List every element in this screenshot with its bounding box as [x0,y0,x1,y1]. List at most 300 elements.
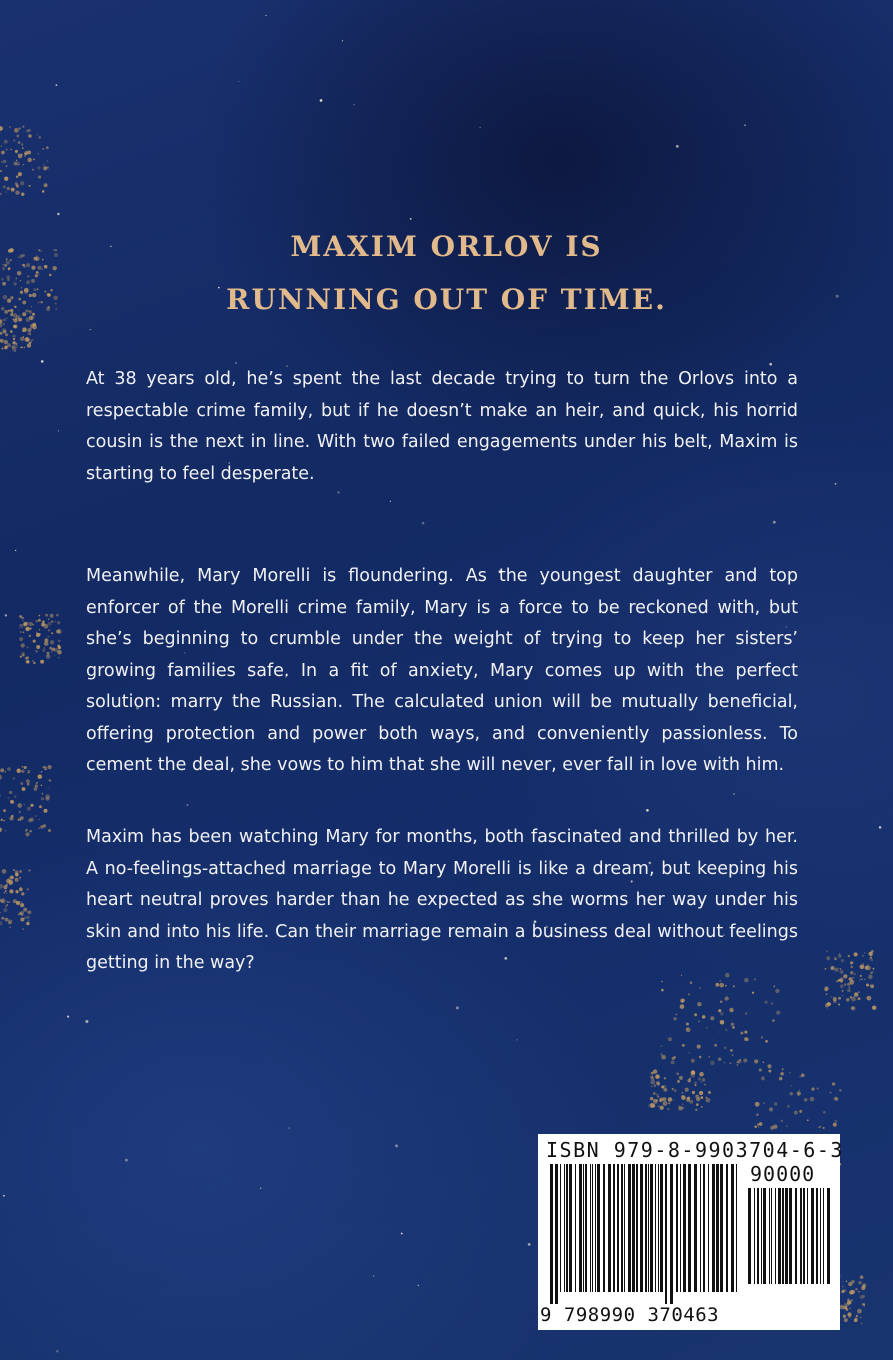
glitter-speck [20,901,22,903]
glitter-speck [27,888,29,890]
glitter-speck [16,184,19,187]
glitter-speck [702,1015,706,1019]
glitter-speck [759,1068,762,1071]
glitter-speck [698,1077,701,1080]
glitter-speck [13,869,15,871]
glitter-speck [19,128,21,130]
glitter-speck [720,1000,723,1003]
star-speck [320,99,323,102]
barcode-bar [665,1164,667,1304]
glitter-speck [32,624,34,626]
glitter-speck [28,818,32,822]
star-speck [646,809,649,812]
glitter-speck [18,154,22,158]
glitter-speck [838,954,842,958]
star-speck [58,430,59,431]
glitter-speck [39,805,42,808]
glitter-speck [730,1049,733,1052]
glitter-speck [15,161,19,165]
glitter-speck [844,983,846,985]
glitter-speck [44,767,47,770]
glitter-speck [0,828,2,833]
glitter-speck [849,1290,853,1294]
glitter-speck [804,1098,808,1102]
glitter-speck [6,275,10,279]
glitter-speck [839,970,843,974]
glitter-speck [23,164,25,166]
barcode-bar [658,1164,659,1292]
glitter-speck [697,1002,702,1007]
glitter-speck [38,827,40,829]
glitter-speck [16,769,20,773]
glitter-speck [857,997,860,1000]
glitter-speck [42,793,44,795]
glitter-speck [842,990,844,992]
glitter-speck [860,1317,862,1319]
star-speck [733,793,735,795]
glitter-speck [20,337,25,342]
glitter-speck [682,1107,685,1110]
glitter-speck [688,993,690,995]
glitter-speck [21,769,25,773]
glitter-speck [839,1089,842,1092]
glitter-speck [833,1097,837,1101]
glitter-speck [789,1072,791,1074]
star-speck [373,1275,374,1276]
glitter-speck [699,1056,702,1059]
barcode-bar [823,1188,824,1284]
barcode-bar [761,1188,762,1284]
glitter-speck [20,903,24,907]
glitter-speck [672,1088,674,1090]
glitter-speck [0,884,3,889]
glitter-speck [719,1031,720,1032]
glitter-speck [682,1103,684,1105]
glitter-speck [698,1021,699,1022]
glitter-speck [14,795,17,798]
barcode-bar [660,1164,663,1292]
glitter-speck [687,1079,691,1083]
barcode-bar [757,1188,759,1284]
glitter-speck [8,901,10,903]
glitter-speck [653,1099,658,1104]
glitter-speck [15,870,19,874]
blurb-paragraph-1: At 38 years old, he’s spent the last decade trying to turn the Orlovs into a respectable crime family, but if he doesn’t make an heir, and quick, his horrid cousin is the next in line. With two failed engagements under his belt, Maxim is starting to feel desperate. [86,369,798,484]
star-speck [354,104,355,105]
barcode-bar [820,1188,821,1284]
barcode-bar [778,1188,781,1284]
glitter-speck [854,1318,858,1322]
glitter-speck [739,1059,741,1061]
glitter-speck [32,169,34,171]
glitter-speck [0,912,1,913]
glitter-speck [24,625,26,627]
glitter-speck [29,316,34,321]
glitter-speck [838,997,841,1000]
glitter-speck [667,1108,669,1110]
glitter-speck [37,134,39,136]
glitter-speck [862,1284,866,1288]
glitter-speck [7,343,11,347]
barcode-bar [670,1164,673,1304]
glitter-speck [754,1059,758,1063]
glitter-speck [27,770,30,773]
glitter-speck [704,1084,706,1086]
glitter-speck [720,1020,725,1025]
barcode-bar [782,1188,784,1284]
glitter-speck [15,278,16,279]
barcode-bar [688,1164,691,1292]
glitter-speck [30,830,32,832]
glitter-speck [31,339,33,341]
glitter-speck [5,191,6,192]
barcode-bar [803,1188,805,1284]
barcode-bar [736,1164,737,1292]
glitter-speck [33,662,36,665]
glitter-speck [2,264,4,266]
glitter-speck [661,981,663,983]
glitter-speck [696,1097,700,1101]
glitter-speck [775,989,779,993]
glitter-speck [24,155,26,157]
glitter-speck [5,830,7,832]
glitter-speck [47,160,48,161]
glitter-speck [668,1097,672,1101]
glitter-speck [772,1019,775,1022]
glitter-speck [16,135,19,138]
glitter-speck [13,325,16,328]
glitter-speck [23,265,26,268]
glitter-speck [826,993,828,995]
glitter-speck [8,921,11,924]
glitter-speck [9,927,11,929]
glitter-speck [756,1114,758,1116]
glitter-speck [843,1315,846,1318]
glitter-speck [858,991,860,993]
glitter-speck [685,1088,689,1092]
glitter-speck [763,1102,764,1103]
glitter-speck [18,914,20,916]
glitter-speck [680,1004,685,1009]
glitter-speck [720,1012,724,1016]
glitter-speck [29,628,31,630]
glitter-speck [761,1037,763,1039]
glitter-speck [776,1011,780,1015]
barcode-bar [726,1164,728,1292]
barcode-bar [632,1164,635,1292]
glitter-speck [731,1022,735,1026]
glitter-speck [660,1106,664,1110]
star-speck [15,550,16,551]
glitter-speck [825,1004,829,1008]
barcode-bar [683,1164,686,1292]
star-speck [186,804,188,806]
glitter-speck [19,817,21,819]
glitter-speck [12,777,15,780]
glitter-speck [23,908,27,912]
glitter-speck [9,889,13,893]
glitter-speck [846,1280,847,1281]
glitter-speck [21,617,24,620]
glitter-speck [51,632,53,634]
glitter-speck [765,1040,768,1043]
glitter-speck [15,343,17,345]
glitter-speck [19,870,22,873]
glitter-speck [38,619,41,622]
glitter-speck [714,1044,717,1047]
glitter-speck [47,655,49,657]
glitter-speck [22,620,24,622]
glitter-speck [57,629,62,634]
glitter-speck [823,1111,826,1114]
glitter-speck [686,1022,689,1025]
glitter-speck [21,193,24,196]
glitter-speck [672,1099,674,1101]
glitter-speck [752,992,754,994]
glitter-speck [851,1007,854,1010]
glitter-speck [0,323,2,327]
glitter-speck [653,1069,657,1073]
glitter-speck [41,797,44,800]
glitter-speck [692,1091,695,1094]
glitter-speck [20,655,22,657]
glitter-speck [846,998,850,1002]
glitter-speck [686,1027,691,1032]
star-speck [773,521,776,524]
glitter-speck [25,830,27,832]
blurb-paragraph-3: Maxim has been watching Mary for months, both fascinated and thrilled by her. A no-feelings-attached marriage to Mary Morelli is like a dream, but keeping his heart neutral proves harder than he expected as she worms her way under his skin and into his life. Can their marriage remain a business deal without feelings getting in the way? [86,827,798,973]
glitter-speck [29,333,31,335]
glitter-speck [27,275,30,278]
glitter-speck [58,640,61,643]
glitter-speck [710,1016,714,1020]
glitter-speck [719,980,721,982]
glitter-speck [870,985,872,987]
glitter-speck [769,1107,773,1111]
glitter-speck [851,997,856,1002]
glitter-speck [53,266,57,270]
glitter-speck [25,832,29,836]
glitter-speck [10,884,11,885]
glitter-speck [811,1088,814,1091]
glitter-speck [701,1106,703,1108]
glitter-speck [42,620,45,623]
glitter-speck [10,800,14,804]
glitter-speck [48,618,49,619]
glitter-speck [779,1077,783,1081]
glitter-speck [19,811,21,813]
glitter-speck [833,997,837,1001]
glitter-speck [48,765,52,769]
glitter-speck [43,164,45,166]
glitter-speck [655,1074,660,1079]
glitter-speck [854,992,858,996]
glitter-speck [11,188,15,192]
glitter-speck [25,622,27,624]
glitter-speck [696,1095,698,1097]
glitter-speck [36,645,40,649]
glitter-speck [702,1078,706,1082]
glitter-speck [2,328,7,333]
glitter-speck [654,1084,657,1087]
glitter-speck [859,979,861,981]
glitter-speck [29,185,31,187]
glitter-speck [3,323,5,325]
glitter-speck [15,150,18,153]
glitter-speck [700,1096,703,1099]
glitter-speck [18,141,21,144]
glitter-speck [28,911,32,915]
glitter-speck [5,890,7,892]
glitter-speck [668,1037,672,1041]
glitter-speck [810,1097,815,1102]
glitter-speck [13,335,16,338]
glitter-speck [19,637,23,641]
glitter-speck [24,917,26,919]
glitter-speck [851,1299,854,1302]
glitter-speck [10,330,13,333]
glitter-speck [819,1126,821,1128]
glitter-speck [691,1059,695,1063]
glitter-speck [849,987,851,989]
glitter-speck [839,968,841,970]
star-speck [395,1144,398,1147]
glitter-speck [653,1092,656,1095]
headline-line-2: RUNNING OUT OF TIME. [226,283,667,316]
glitter-speck [39,629,40,630]
glitter-speck [860,1275,864,1279]
star-speck [418,1285,420,1287]
barcode-bar [763,1188,766,1284]
glitter-speck [695,1109,697,1111]
glitter-speck [21,643,25,647]
glitter-speck [0,775,2,779]
price-code: 90000 [750,1162,816,1186]
glitter-speck [5,771,6,772]
barcode-bar [628,1164,631,1292]
barcode-bar [769,1188,770,1284]
glitter-speck [718,1009,721,1012]
glitter-speck [7,767,11,771]
glitter-speck [39,136,41,138]
glitter-speck [1,917,4,920]
glitter-speck [51,620,53,622]
glitter-speck [697,1045,701,1049]
glitter-speck [37,153,39,155]
glitter-speck [44,647,46,649]
star-speck [260,1187,261,1188]
barcode-bar [624,1164,625,1292]
glitter-speck [866,966,871,971]
glitter-speck [21,913,24,916]
glitter-speck [20,280,21,281]
star-speck [41,360,44,363]
glitter-speck [20,782,23,785]
glitter-speck [692,1101,693,1102]
glitter-speck [31,341,32,342]
glitter-speck [0,170,2,172]
glitter-speck [849,1307,851,1309]
addon-barcode-bars [748,1188,832,1322]
glitter-speck [1,899,6,904]
glitter-speck [799,1090,800,1091]
glitter-speck [840,984,844,988]
glitter-speck [681,1092,683,1094]
glitter-speck [26,922,29,925]
glitter-speck [861,978,863,980]
barcode-bar [555,1164,558,1304]
glitter-speck [799,1110,802,1113]
barcode-bar [712,1164,715,1292]
glitter-speck [658,1105,660,1107]
glitter-speck [54,655,56,657]
glitter-speck [32,660,34,662]
glitter-speck [740,1032,743,1035]
glitter-speck [864,979,866,981]
glitter-speck [679,1076,683,1080]
glitter-speck [14,128,19,133]
glitter-speck [16,160,17,161]
glitter-speck [22,147,24,149]
glitter-speck [3,160,6,163]
barcode-bar [636,1164,638,1292]
glitter-speck [24,766,27,769]
glitter-speck [650,1080,655,1085]
glitter-speck [673,1017,676,1020]
glitter-speck [850,971,853,974]
glitter-speck [27,783,30,786]
glitter-speck [0,794,1,796]
glitter-speck [26,660,30,664]
glitter-speck [745,1012,747,1014]
glitter-speck [17,892,19,894]
ean-digits: 9 798990 370463 [540,1304,720,1326]
glitter-speck [869,959,871,961]
glitter-speck [764,1000,767,1003]
barcode-bar [575,1164,576,1292]
glitter-speck [13,318,17,322]
glitter-speck [22,787,26,791]
glitter-speck [732,1054,734,1056]
glitter-speck [725,985,727,987]
glitter-speck [681,1095,684,1098]
glitter-speck [58,657,59,658]
glitter-speck [842,1285,844,1287]
glitter-speck [7,904,9,906]
glitter-speck [686,1028,688,1030]
glitter-speck [30,804,33,807]
glitter-speck [3,809,6,812]
glitter-speck [834,1120,837,1123]
star-speck [401,1233,403,1235]
glitter-speck [25,627,30,632]
glitter-speck [858,1281,861,1284]
glitter-speck [715,983,719,987]
star-speck [456,1006,459,1009]
star-speck [410,218,412,220]
barcode-bar [708,1164,709,1292]
glitter-speck [35,650,38,653]
glitter-speck [29,622,33,626]
star-speck [744,124,745,125]
barcode-bar [617,1164,619,1292]
glitter-speck [694,1081,697,1084]
glitter-speck [843,974,847,978]
glitter-speck [19,624,23,628]
glitter-speck [43,166,47,170]
glitter-speck [5,883,8,886]
glitter-speck [39,819,40,820]
